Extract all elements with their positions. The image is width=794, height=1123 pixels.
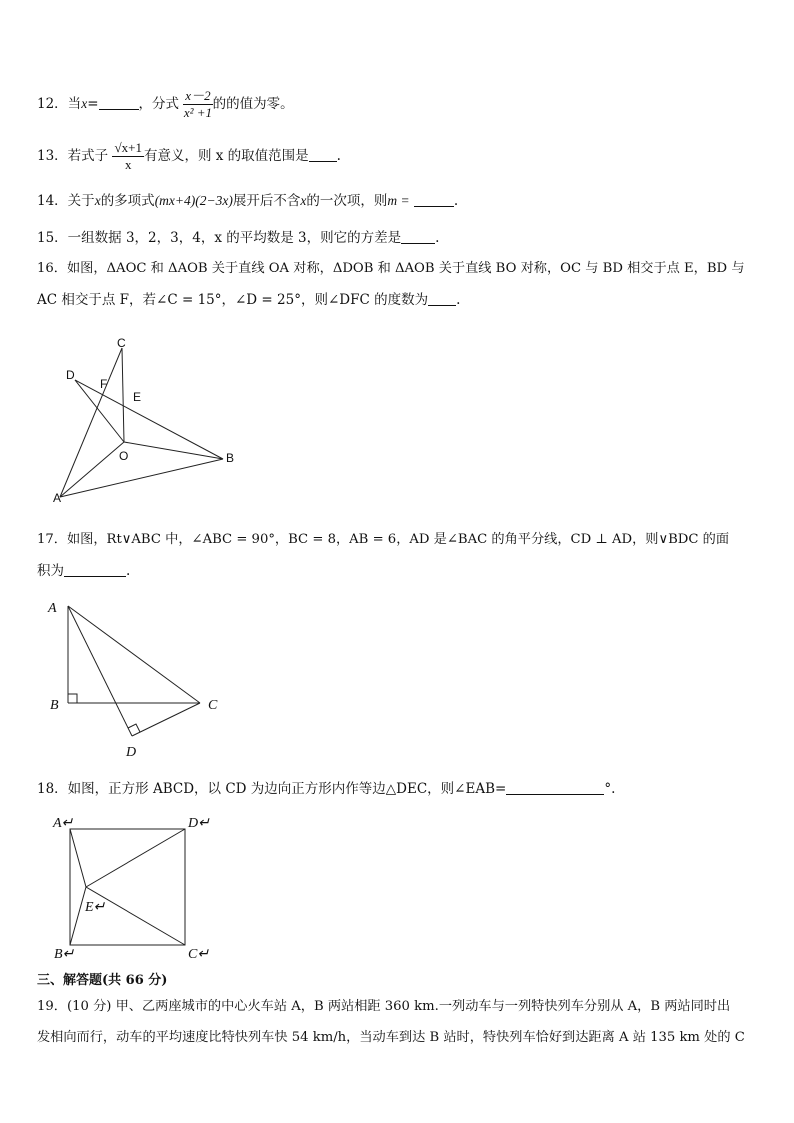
q17-end: . — [126, 563, 131, 579]
label-B: B↵ — [54, 947, 75, 962]
answer-blank[interactable] — [99, 95, 139, 110]
seg-DE — [86, 829, 185, 887]
q14-end: . — [453, 193, 459, 209]
label-E: E↵ — [85, 900, 106, 915]
seg-AD — [68, 606, 132, 736]
label-D: D — [126, 745, 137, 760]
question-17-line1: 17．如图，Rt∨ABC 中，∠ABC = 90°，BC = 8，AB = 6，AD 是∠BAC 的角平分线，CD ⊥ AD，则∨BDC 的面 — [37, 532, 730, 547]
fraction-denominator: x — [124, 157, 132, 172]
seg-DC — [132, 703, 200, 736]
q13-fraction — [112, 140, 143, 173]
question-16-line1: 16．如图，ΔAOC 和 ΔAOB 关于直线 OA 对称，ΔDOB 和 ΔAOB 关于直线 BO 对称，OC 与 BD 相交于点 E，BD 与 — [37, 261, 745, 276]
q14-mid: 的多项式 — [100, 193, 155, 209]
label-A: A — [48, 601, 57, 616]
question-18 — [37, 779, 615, 799]
q14-mid2: 展开后不含 — [232, 193, 301, 209]
answer-blank[interactable] — [309, 147, 337, 162]
question-19-line2: 发相向而行，动车的平均速度比特快列车快 54 km/h，当动车到达 B 站时，特快列车恰好到达距离 A 站 135 km 处的 C — [37, 1030, 745, 1045]
q14-var2: x — [300, 193, 307, 208]
seg-AB — [60, 459, 223, 497]
question-13 — [37, 140, 341, 173]
figure-q16 — [45, 330, 245, 510]
q13-end: . — [336, 148, 341, 164]
label-A: A↵ — [53, 816, 74, 831]
q13-tail: 有意义，则 x 的取值范围是 — [143, 148, 309, 164]
q17-line2-text: 积为 — [37, 563, 64, 579]
label-D: D↵ — [188, 816, 210, 831]
label-A: A — [53, 491, 62, 505]
q12-var: x — [81, 96, 88, 111]
label-B: B — [226, 451, 235, 465]
q13-lead: 13．若式子 — [37, 148, 109, 164]
q14-m: m = — [387, 193, 410, 208]
q18-end: °. — [604, 781, 616, 797]
question-16-line2 — [37, 290, 460, 310]
label-C: C — [117, 336, 126, 350]
square-ABCD — [70, 829, 185, 945]
seg-DB — [75, 380, 223, 459]
label-D: D — [66, 368, 75, 382]
q14-var: x — [94, 193, 101, 208]
question-19-line1: 19．(10 分) 甲、乙两座城市的中心火车站 A，B 两站相距 360 km.一列动车与一列特快列车分别从 A，B 两站同时出 — [37, 999, 731, 1014]
answer-blank[interactable] — [506, 780, 604, 795]
figure-q17 — [40, 592, 240, 767]
answer-blank[interactable] — [64, 562, 126, 577]
question-15 — [37, 228, 439, 248]
q16-end: . — [456, 292, 461, 308]
label-C: C↵ — [188, 947, 210, 962]
seg-CE — [86, 887, 185, 945]
seg-OA — [60, 442, 124, 497]
question-12 — [37, 88, 294, 121]
q14-mid3: 的一次项，则 — [306, 193, 388, 209]
seg-AE — [70, 829, 86, 887]
q14-expression: (mx+4)(2−3x) — [154, 193, 233, 208]
q12-mid: ，分式 — [138, 96, 179, 112]
q18-text: 18．如图，正方形 ABCD，以 CD 为边向正方形内作等边△DEC，则∠EAB= — [37, 781, 507, 797]
question-17-line2 — [37, 561, 130, 581]
q12-eq: = — [87, 96, 99, 112]
q12-tail: 的的值为零。 — [212, 96, 294, 112]
seg-AC — [68, 606, 200, 703]
q12-lead: 12．当 — [37, 96, 82, 112]
figure-q18 — [45, 808, 225, 963]
q14-lead: 14．关于 — [37, 193, 95, 209]
section-heading: 三、解答题(共 66 分) — [37, 973, 168, 988]
right-angle-B — [68, 694, 77, 703]
q15-text: 15．一组数据 3，2，3，4，x 的平均数是 3，则它的方差是 — [37, 230, 402, 246]
answer-blank[interactable] — [414, 192, 454, 207]
fraction-numerator: x－2 — [185, 88, 211, 103]
seg-BE — [70, 887, 86, 945]
q15-end: . — [435, 230, 440, 246]
answer-blank[interactable] — [401, 229, 435, 244]
question-14 — [37, 191, 458, 211]
q16-line2-text: AC 相交于点 F，若∠C = 15°，∠D = 25°，则∠DFC 的度数为 — [37, 292, 429, 308]
fraction-denominator: x² +1 — [183, 105, 213, 120]
label-C: C — [208, 698, 218, 713]
q12-fraction — [183, 88, 212, 121]
fraction-numerator: √x+1 — [114, 140, 142, 155]
seg-OB — [124, 442, 223, 459]
label-F: F — [100, 377, 108, 391]
label-O: O — [119, 449, 129, 463]
answer-blank[interactable] — [428, 291, 456, 306]
seg-CO — [122, 348, 124, 442]
label-E: E — [133, 390, 142, 404]
label-B: B — [50, 698, 59, 713]
